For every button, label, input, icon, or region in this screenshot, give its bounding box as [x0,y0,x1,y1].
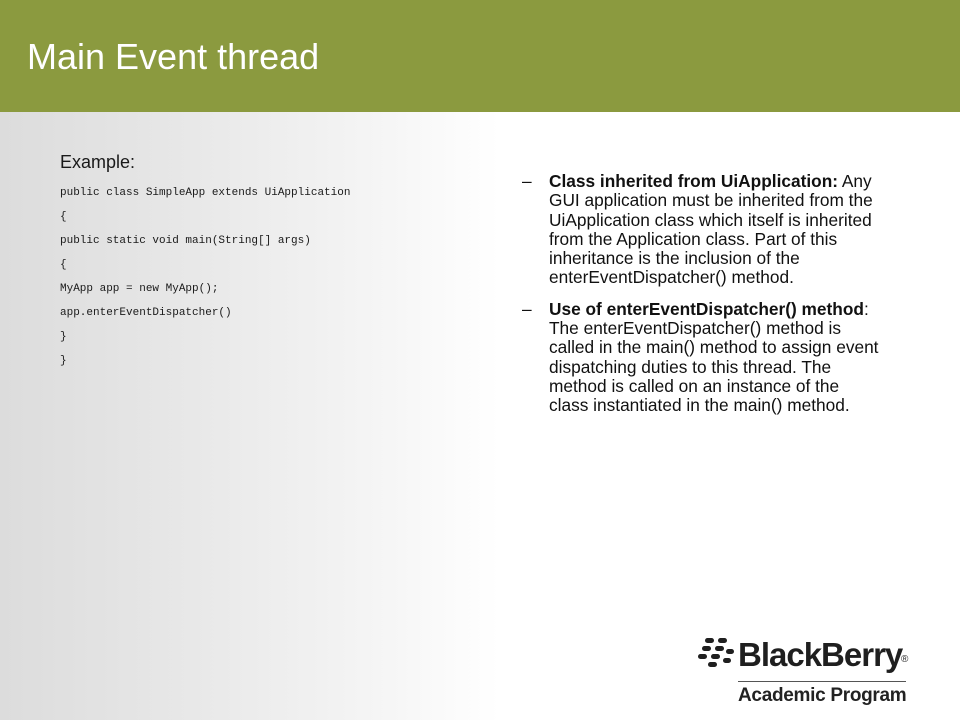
example-heading: Example: [60,152,136,172]
code-line: } [60,331,67,343]
logo-divider [738,681,906,682]
code-line: } [60,355,67,367]
blackberry-logo [698,632,913,712]
code-line: public static void main(String[] args) [60,235,311,247]
logo-program-name: Academic Program [738,685,907,706]
bullet-text: Any GUI application must be inherited from the UiApplication class which itself is inherited from the Application class. Part of this inheritance is the inclusion of the enterEventDispatcher() method. [549,171,873,288]
bullet-text: : The enterEventDispatcher() method is called in the main() method to assign event dispatching duties to this thread. The method is called on an instance of the class instantiated in the main() method. [549,298,879,416]
bullet-dash: – [522,298,532,319]
code-line: app.enterEventDispatcher() [60,307,232,319]
bullet-item [522,300,882,416]
code-line: MyApp app = new MyApp(); [60,283,219,295]
bullet-dash: – [522,171,532,191]
bullet-list [522,172,882,428]
logo-registered-mark: ® [901,654,909,665]
slide-header-bar [0,0,960,112]
blackberry-logo-icon [698,638,734,668]
slide-title: Main Event thread [27,36,320,77]
code-line: { [60,259,67,271]
logo-brand-name: BlackBerry [738,636,903,673]
bullet-bold-lead: Use of enterEventDispatcher() method [549,298,864,319]
code-line: { [60,211,67,223]
bullet-item [522,172,882,288]
bullet-bold-lead: Class inherited from UiApplication: [549,171,839,191]
code-line: public class SimpleApp extends UiApplication [60,187,351,199]
